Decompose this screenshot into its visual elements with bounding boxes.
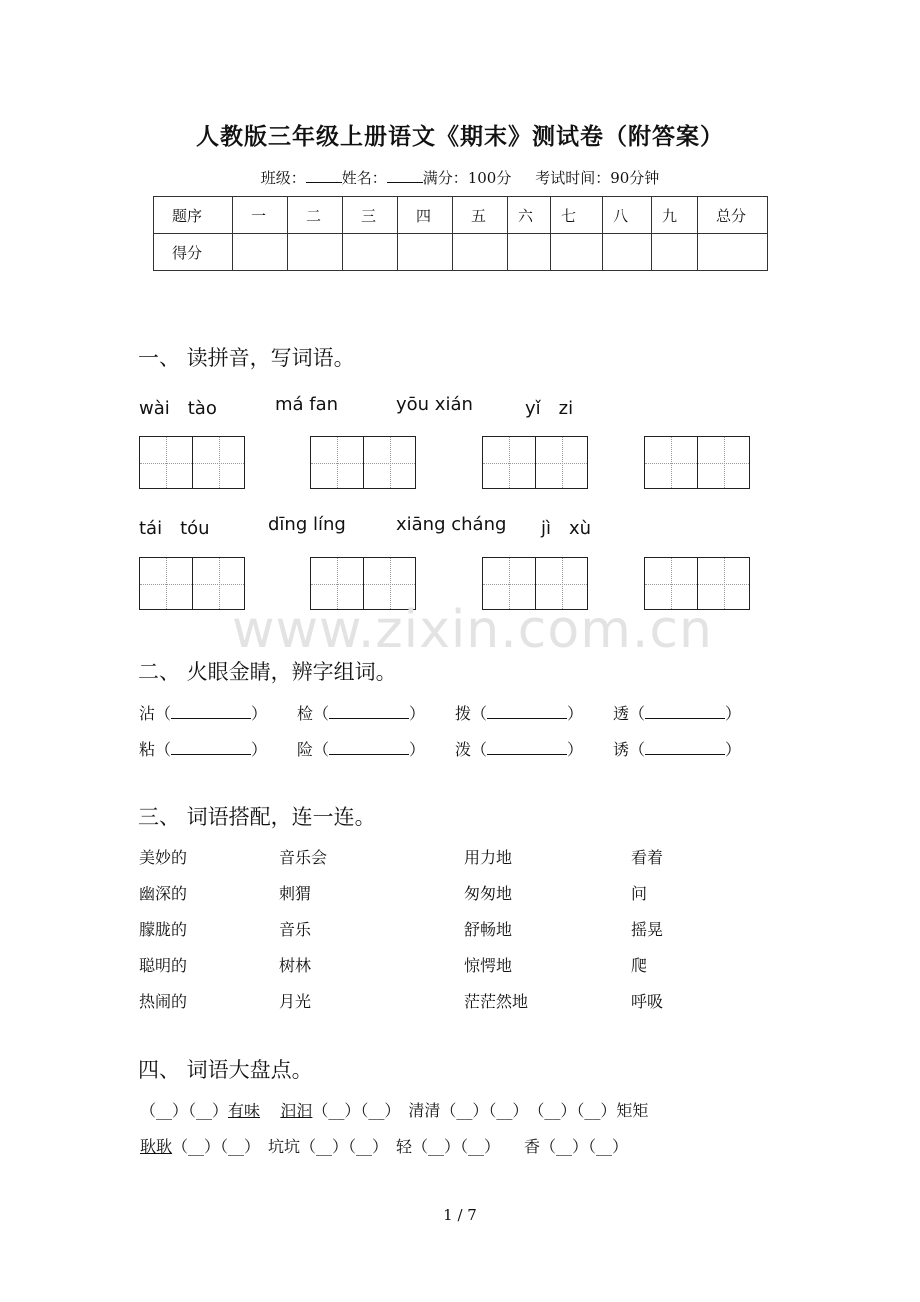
score-cell[interactable]: [398, 234, 453, 271]
answer-blank[interactable]: [329, 740, 409, 755]
writing-grid[interactable]: [482, 436, 588, 489]
score-value-row: [154, 234, 768, 271]
score-cell[interactable]: [288, 234, 343, 271]
match-word[interactable]: 月光: [279, 992, 312, 1011]
score-cell[interactable]: [652, 234, 698, 271]
char: 诱: [613, 740, 630, 759]
char-pair-item: 粘（ ）: [139, 740, 268, 759]
class-blank[interactable]: [306, 168, 342, 183]
idiom-blanks: （__）（__） 清清（__）（__） （__）（__）矩矩: [312, 1101, 649, 1120]
match-word[interactable]: 惊愕地: [464, 956, 513, 975]
name-blank[interactable]: [387, 168, 423, 183]
watermark: www.zixin.com.cn: [232, 600, 713, 660]
answer-blank[interactable]: [171, 704, 251, 719]
score-row-label: 得分: [154, 234, 233, 271]
score-header-cell: 五: [453, 197, 508, 234]
char-pair-item: 透（ ）: [613, 704, 742, 723]
match-word[interactable]: 音乐会: [279, 848, 328, 867]
match-word[interactable]: 刺猬: [279, 884, 312, 903]
match-word[interactable]: 热闹的: [139, 992, 188, 1011]
answer-blank[interactable]: [487, 704, 567, 719]
score-header-cell: 九: [652, 197, 698, 234]
score-cell[interactable]: [551, 234, 603, 271]
match-word[interactable]: 呼吸: [631, 992, 664, 1011]
score-table: [153, 196, 768, 271]
char-pair-item: 检（ ）: [297, 704, 426, 723]
char: 拨: [455, 704, 472, 723]
answer-blank[interactable]: [645, 740, 725, 755]
idiom-blanks: （__）（__） 坑坑（__）（__） 轻（__）（__） 香（__）（__）: [172, 1137, 629, 1156]
char: 沾: [139, 704, 156, 723]
match-word[interactable]: 音乐: [279, 920, 312, 939]
score-header-cell: 题序: [154, 197, 233, 234]
writing-grid[interactable]: [139, 557, 245, 610]
match-word[interactable]: 朦胧的: [139, 920, 188, 939]
score-header-cell: 四: [398, 197, 453, 234]
match-word[interactable]: 爬: [631, 956, 648, 975]
score-cell[interactable]: [603, 234, 652, 271]
match-word[interactable]: 问: [631, 884, 648, 903]
score-cell[interactable]: [343, 234, 398, 271]
match-word[interactable]: 聪明的: [139, 956, 188, 975]
page-title: 人教版三年级上册语文《期末》测试卷（附答案）: [196, 123, 724, 150]
pinyin-6: dīng líng: [268, 514, 346, 535]
score-cell[interactable]: [508, 234, 551, 271]
pinyin-7: xiāng cháng: [396, 514, 507, 535]
answer-blank[interactable]: [487, 740, 567, 755]
pinyin-5: tái tóu: [139, 518, 210, 539]
idiom-blanks: （__）（__）: [140, 1101, 229, 1120]
answer-blank[interactable]: [645, 704, 725, 719]
writing-grid[interactable]: [310, 436, 416, 489]
score-label: 满分：100分: [422, 169, 512, 187]
writing-grid[interactable]: [644, 436, 750, 489]
section4-title: 四、 词语大盘点。: [138, 1058, 313, 1082]
char-pair-item: 险（ ）: [297, 740, 426, 759]
char-pair-item: 拨（ ）: [455, 704, 584, 723]
match-word[interactable]: 看着: [631, 848, 664, 867]
char: 粘: [139, 740, 156, 759]
idiom-fixed: 汩汩: [280, 1101, 313, 1120]
score-cell[interactable]: [233, 234, 288, 271]
match-word[interactable]: 用力地: [464, 848, 513, 867]
char: 泼: [455, 740, 472, 759]
match-word[interactable]: 幽深的: [139, 884, 188, 903]
score-header-cell: 六: [508, 197, 551, 234]
char: 险: [297, 740, 314, 759]
writing-grid[interactable]: [139, 436, 245, 489]
idiom-fixed: 有味: [228, 1101, 261, 1120]
name-label: 姓名：: [341, 169, 387, 187]
answer-blank[interactable]: [171, 740, 251, 755]
char: 检: [297, 704, 314, 723]
match-word[interactable]: 美妙的: [139, 848, 188, 867]
pinyin-8: jì xù: [541, 518, 592, 539]
idiom-line-1[interactable]: [140, 1098, 648, 1121]
score-header-cell: 二: [288, 197, 343, 234]
score-header-cell: 一: [233, 197, 288, 234]
match-word[interactable]: 茫茫然地: [464, 992, 529, 1011]
pinyin-1: wài tào: [139, 398, 217, 419]
idiom-fixed: 耿耿: [140, 1137, 173, 1156]
section1-title: 一、 读拼音，写词语。: [138, 346, 355, 370]
score-cell[interactable]: [698, 234, 768, 271]
char-pair-item: 泼（ ）: [455, 740, 584, 759]
idiom-line-2[interactable]: [140, 1134, 628, 1157]
char-pair-item: 沾（ ）: [139, 704, 268, 723]
char-pair-item: 诱（ ）: [613, 740, 742, 759]
match-word[interactable]: 摇晃: [631, 920, 664, 939]
char: 透: [613, 704, 630, 723]
exam-info: [0, 167, 920, 188]
pinyin-2: má fan: [275, 394, 339, 415]
section2-title: 二、 火眼金睛，辨字组词。: [138, 660, 397, 684]
score-header-cell: 三: [343, 197, 398, 234]
answer-blank[interactable]: [329, 704, 409, 719]
score-header-cell: 八: [603, 197, 652, 234]
match-word[interactable]: 树林: [279, 956, 312, 975]
class-label: 班级：: [260, 169, 306, 187]
pinyin-4: yǐ zi: [525, 398, 574, 419]
match-word[interactable]: 匆匆地: [464, 884, 513, 903]
page-number: 1 / 7: [443, 1206, 477, 1224]
score-cell[interactable]: [453, 234, 508, 271]
pinyin-3: yōu xián: [396, 394, 473, 415]
score-header-cell: 总分: [698, 197, 768, 234]
time-label: 考试时间：90分钟: [535, 169, 660, 187]
match-word[interactable]: 舒畅地: [464, 920, 513, 939]
score-header-row: [154, 197, 768, 234]
section3-title: 三、 词语搭配，连一连。: [138, 805, 376, 829]
score-header-cell: 七: [551, 197, 603, 234]
